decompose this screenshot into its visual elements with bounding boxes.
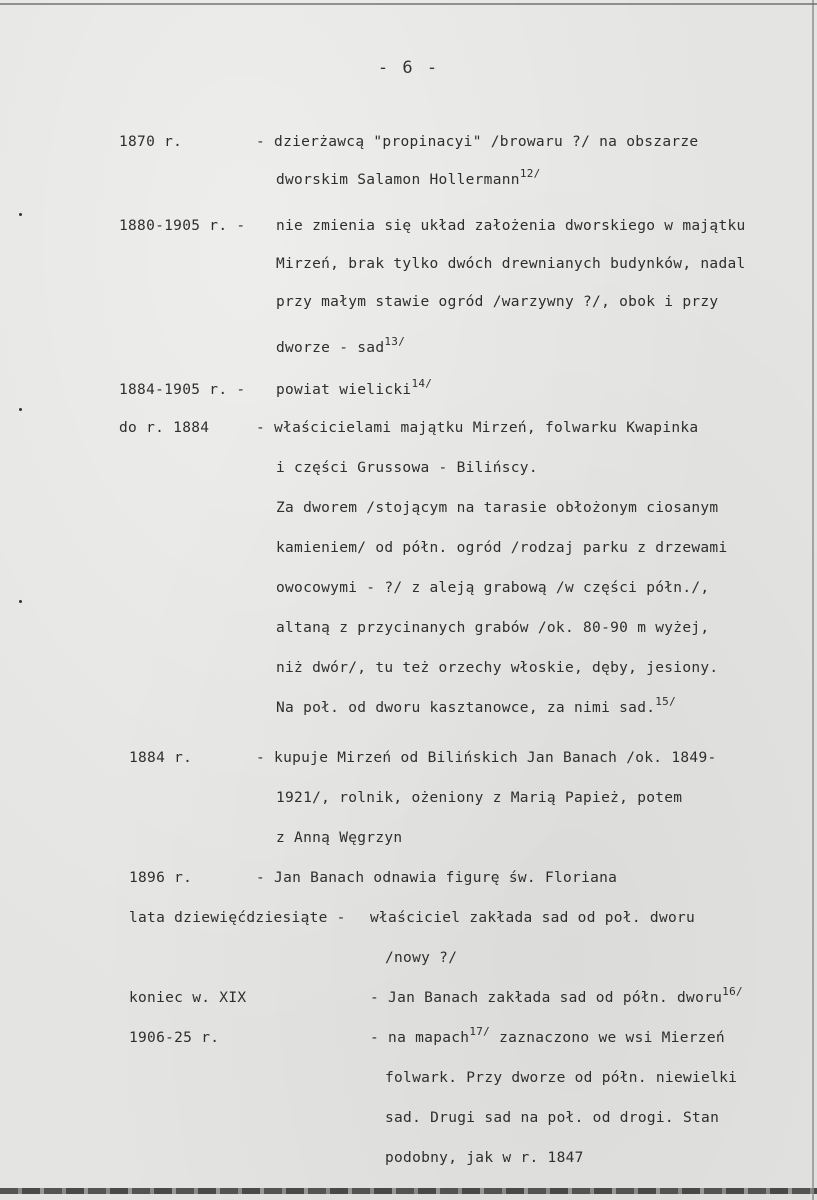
entry-line: dworze - sad$^{13/}$ [276, 335, 406, 356]
entry-line: - na mapach$^{17/}$ zaznaczono we wsi Mierzeń [370, 1025, 725, 1046]
footnote-ref: 14/ [411, 377, 433, 390]
punch-hole-mark [19, 408, 22, 411]
entry-date: koniec w. XIX [129, 990, 247, 1006]
entry-line: Na poł. od dworu kasztanowce, za nimi sad.$^{15/}$ [276, 695, 677, 716]
entry-line: podobny, jak w r. 1847 [385, 1150, 584, 1166]
entry-line: altaną z przycinanych grabów /ok. 80-90 m wyżej, [276, 620, 710, 636]
entry-date: 1906-25 r. [129, 1030, 220, 1046]
entry-line: - kupuje Mirzeń od Bilińskich Jan Banach /ok. 1849- [256, 750, 717, 766]
entry-date: 1884-1905 r. - [119, 382, 246, 398]
footnote-ref: 13/ [384, 335, 406, 348]
entry-date: 1880-1905 r. - [119, 218, 246, 234]
entry-date: 1884 r. [129, 750, 193, 766]
entry-line: właściciel zakłada sad od poł. dworu [370, 910, 696, 926]
entry-date: lata dziewięćdziesiąte - [129, 910, 346, 926]
entry-line: owocowymi - ?/ z aleją grabową /w części półn./, [276, 580, 710, 596]
entry-line: powiat wielicki$^{14/}$ [276, 377, 433, 398]
entry-date: do r. 1884 [119, 420, 210, 436]
footnote-ref: 17/ [469, 1025, 491, 1038]
entry-date: 1896 r. [129, 870, 193, 886]
entry-date: 1870 r. [119, 134, 183, 150]
entry-line: Za dworem /stojącym na tarasie obłożonym ciosanym [276, 500, 719, 516]
footnote-ref: 12/ [519, 167, 541, 180]
entry-line: nie zmienia się układ założenia dworskiego w majątku [276, 218, 746, 234]
entry-line: Mirzeń, brak tylko dwóch drewnianych budynków, nadal [276, 256, 746, 272]
footnote-ref: 15/ [655, 695, 677, 708]
entry-line: z Anną Węgrzyn [276, 830, 403, 846]
entry-line: - Jan Banach zakłada sad od półn. dworu$^{16/}$ [370, 985, 743, 1006]
entry-line: - właścicielami majątku Mirzeń, folwarku Kwapinka [256, 420, 699, 436]
scan-edge-top [0, 3, 817, 5]
footnote-ref: 16/ [722, 985, 743, 998]
entry-line: kamieniem/ od półn. ogród /rodzaj parku z drzewami [276, 540, 728, 556]
entry-line: przy małym stawie ogród /warzywny ?/, obok i przy [276, 294, 719, 310]
scan-edge-bottom [0, 1188, 817, 1194]
entry-line: - dzierżawcą "propinacyi" /browaru ?/ na obszarze [256, 134, 699, 150]
entry-line: /nowy ?/ [385, 950, 458, 966]
scan-edge-right [812, 0, 814, 1200]
punch-hole-mark [19, 213, 22, 216]
entry-line: i części Grussowa - Bilińscy. [276, 460, 538, 476]
entry-line: niż dwór/, tu też orzechy włoskie, dęby, jesiony. [276, 660, 719, 676]
entry-line: sad. Drugi sad na poł. od drogi. Stan [385, 1110, 720, 1126]
entry-line: 1921/, rolnik, ożeniony z Marią Papież, potem [276, 790, 683, 806]
punch-hole-mark [19, 600, 22, 603]
entry-line: dworskim Salamon Hollermann$^{12/}$ [276, 167, 541, 188]
entry-line: folwark. Przy dworze od półn. niewielki [385, 1070, 738, 1086]
entry-line: - Jan Banach odnawia figurę św. Floriana [256, 870, 618, 886]
page-number: - 6 - [377, 58, 440, 78]
